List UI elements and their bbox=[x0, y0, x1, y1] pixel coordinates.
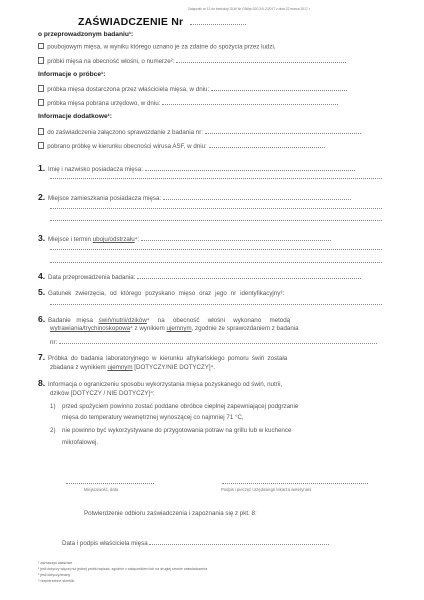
item-label: Data przeprowadzenia badania: bbox=[48, 274, 136, 281]
option-label: próbka mięsa dostarczona przez właściciela mięsa, w dniu: bbox=[47, 86, 210, 93]
item-restriction bbox=[38, 378, 282, 388]
exam-option-postmortem bbox=[38, 43, 276, 51]
additional-option-report bbox=[38, 127, 361, 136]
owner-name-field[interactable] bbox=[145, 164, 355, 171]
slaughter-place-line-3[interactable] bbox=[50, 262, 382, 263]
item-number: 7. bbox=[38, 352, 46, 362]
item-number: 5. bbox=[38, 287, 46, 297]
item-label: ⁴: bbox=[134, 236, 140, 243]
restriction-point-2 bbox=[50, 427, 291, 434]
item-number: 2. bbox=[38, 192, 46, 202]
item-number: 4. bbox=[38, 271, 46, 281]
species-line-2[interactable] bbox=[50, 304, 382, 305]
slaughter-place-line-2[interactable] bbox=[50, 249, 382, 250]
item-label: ⁴ z wynikiem bbox=[130, 325, 167, 332]
item-number: 3. bbox=[38, 233, 46, 243]
option-label: pobrano próbkę w kierunku obecności wirusa ASF, w dniu: bbox=[47, 143, 207, 150]
item-label: [DOTYCZY/NIE DOTYCZY]⁴. bbox=[132, 364, 215, 371]
place-date-label: Miejscowość, data bbox=[84, 487, 119, 492]
title-text: ZAŚWIADCZENIE Nr bbox=[78, 16, 184, 28]
item-trichinella-line2 bbox=[50, 325, 299, 332]
option-label: poubojowym mięsa, w wyniku którego uznano je za zdatne do spożycia przez ludzi, bbox=[47, 43, 276, 51]
item-label-underlined: ujemnym bbox=[166, 325, 192, 332]
item-species bbox=[38, 287, 284, 297]
point-number: 1) bbox=[50, 403, 56, 410]
section-heading-sample: Informacje o próbce¹: bbox=[38, 71, 106, 78]
report-number-field[interactable] bbox=[205, 127, 361, 134]
place-date-line[interactable] bbox=[66, 483, 154, 484]
exam-date-field[interactable] bbox=[137, 272, 361, 279]
header-note: Załącznik nr 13 do instrukcji GLW Nr GIWpr-020-2/0-2/2017 z dnia 22 marca 2017 r. bbox=[188, 7, 311, 11]
exam-option-sample bbox=[38, 56, 346, 65]
item-label: Imię i nazwisko posiadacza mięsa: bbox=[48, 166, 143, 173]
page-title bbox=[78, 16, 246, 28]
item-label-underlined: uboju/odstrzału bbox=[92, 236, 135, 243]
item-label: Miejsce zamieszkania posiadacza mięsa: bbox=[48, 195, 162, 202]
checkbox[interactable] bbox=[38, 99, 44, 105]
report-number-field[interactable] bbox=[59, 337, 377, 344]
point-text: przed spożyciem powinno zostać poddane obróbce cieplnej zapewniającej podgrzanie bbox=[62, 403, 299, 410]
sample-option-owner bbox=[38, 84, 347, 93]
item-asf-line2 bbox=[50, 364, 215, 371]
footnote-3: ³ jeśli dotyczy/znany bbox=[38, 573, 71, 577]
item-label: , zgodnie ze sprawozdaniem z badania bbox=[191, 325, 299, 332]
slaughter-place-field[interactable] bbox=[141, 234, 331, 241]
item-label-underlined: świń/nutrii/dzików bbox=[98, 317, 147, 324]
footnote-1: ¹ zaznaczyć właściwe bbox=[38, 561, 73, 565]
checkbox[interactable] bbox=[38, 128, 44, 134]
sample-option-official bbox=[38, 98, 338, 107]
item-number: 6. bbox=[38, 314, 46, 324]
item-restriction-line2: dzików [DOTYCZY / NIE DOTYCZY]⁴: bbox=[50, 390, 155, 397]
item-owner-address bbox=[38, 192, 351, 202]
item-number: 1. bbox=[38, 163, 46, 173]
item-label: Miejsce i termin bbox=[48, 236, 93, 243]
item-label: Gatunek zwierzęcia, od którego pozyskano mięso oraz jego nr identyfikacyjny³: bbox=[48, 290, 285, 297]
sample-number-field[interactable] bbox=[176, 56, 346, 63]
item-label: Badanie mięsa bbox=[48, 317, 99, 324]
owner-address-line-3[interactable] bbox=[50, 220, 382, 221]
vet-signature-label: Podpis i pieczęć urzędowego lekarza weterynarii bbox=[221, 487, 312, 492]
receipt-confirmation: Potwierdzenie odbioru zaświadczenia i zapoznania się z pkt. 8: bbox=[84, 510, 257, 517]
owner-signature-label: Data i podpis właściciela mięsa bbox=[62, 540, 148, 547]
option-label: próbka mięsa pobrana urzędowo, w dniu: bbox=[47, 100, 161, 107]
owner-address-field[interactable] bbox=[163, 193, 351, 200]
checkbox[interactable] bbox=[38, 85, 44, 91]
item-number: 8. bbox=[38, 378, 46, 388]
item-label-underlined: ujemnym bbox=[107, 364, 133, 371]
item-label: nr: bbox=[50, 339, 58, 346]
checkbox[interactable] bbox=[38, 43, 44, 49]
item-label: Informacja o ograniczeniu sposobu wykorzystania mięsa pozyskanego od świń, nutrii, bbox=[48, 381, 283, 388]
item-label: zbadana z wynikiem bbox=[50, 364, 108, 371]
item-label: Próbka do badania laboratoryjnego w kierunku afrykańskiego pomoru świń została bbox=[48, 355, 288, 362]
owner-signature bbox=[62, 538, 329, 547]
owner-address-line-2[interactable] bbox=[50, 208, 382, 209]
item-trichinella bbox=[38, 314, 290, 324]
section-heading-additional: Informacje dodatkowe¹: bbox=[38, 113, 113, 120]
date-field[interactable] bbox=[162, 98, 338, 105]
item-slaughter-place bbox=[38, 233, 331, 243]
option-label: do zaświadczenia załączono sprawozdanie z badania nr: bbox=[47, 129, 204, 136]
item-owner-name bbox=[38, 163, 355, 173]
checkbox[interactable] bbox=[38, 57, 44, 63]
item-asf bbox=[38, 352, 287, 362]
vet-signature-line[interactable] bbox=[222, 483, 368, 484]
footnote-4: ⁴ niepotrzebne skreślić bbox=[38, 579, 75, 583]
item-exam-date bbox=[38, 271, 361, 281]
item-label: ⁴ na obecność włośni wykonano metodą bbox=[146, 317, 291, 324]
date-field[interactable] bbox=[211, 84, 347, 91]
owner-name-line-2[interactable] bbox=[50, 178, 382, 179]
point-text: nie powinno być wykorzystywane do przygotowania potraw na grillu lub w kuchence bbox=[62, 427, 292, 434]
item-label-underlined: wytrawiania/trychinoskopowa bbox=[50, 325, 131, 332]
additional-option-asf bbox=[38, 141, 325, 150]
checkbox[interactable] bbox=[38, 142, 44, 148]
option-label: próbki mięsa na obecność włośni, o numerze²: bbox=[47, 58, 175, 65]
date-field[interactable] bbox=[209, 141, 325, 148]
footnote-2: ² jeśli dotyczy więcej niż jednej próbki wpisać, zgodnie z załącznikiem lub na drugiej stronie zaświadczenia bbox=[38, 567, 208, 571]
item-trichinella-line3 bbox=[50, 337, 377, 346]
title-number-field[interactable] bbox=[190, 18, 246, 25]
owner-signature-field[interactable] bbox=[149, 538, 329, 545]
restriction-point-2-line2: mikrofalowej. bbox=[62, 439, 99, 446]
section-heading-exam: o przeprowadzonym badaniu¹: bbox=[38, 31, 134, 38]
point-number: 2) bbox=[50, 427, 56, 434]
restriction-point-1-line2: mięsa do temperatury wewnętrznej wynoszącej co najmniej 71 °C, bbox=[62, 414, 244, 421]
restriction-point-1 bbox=[50, 403, 298, 410]
